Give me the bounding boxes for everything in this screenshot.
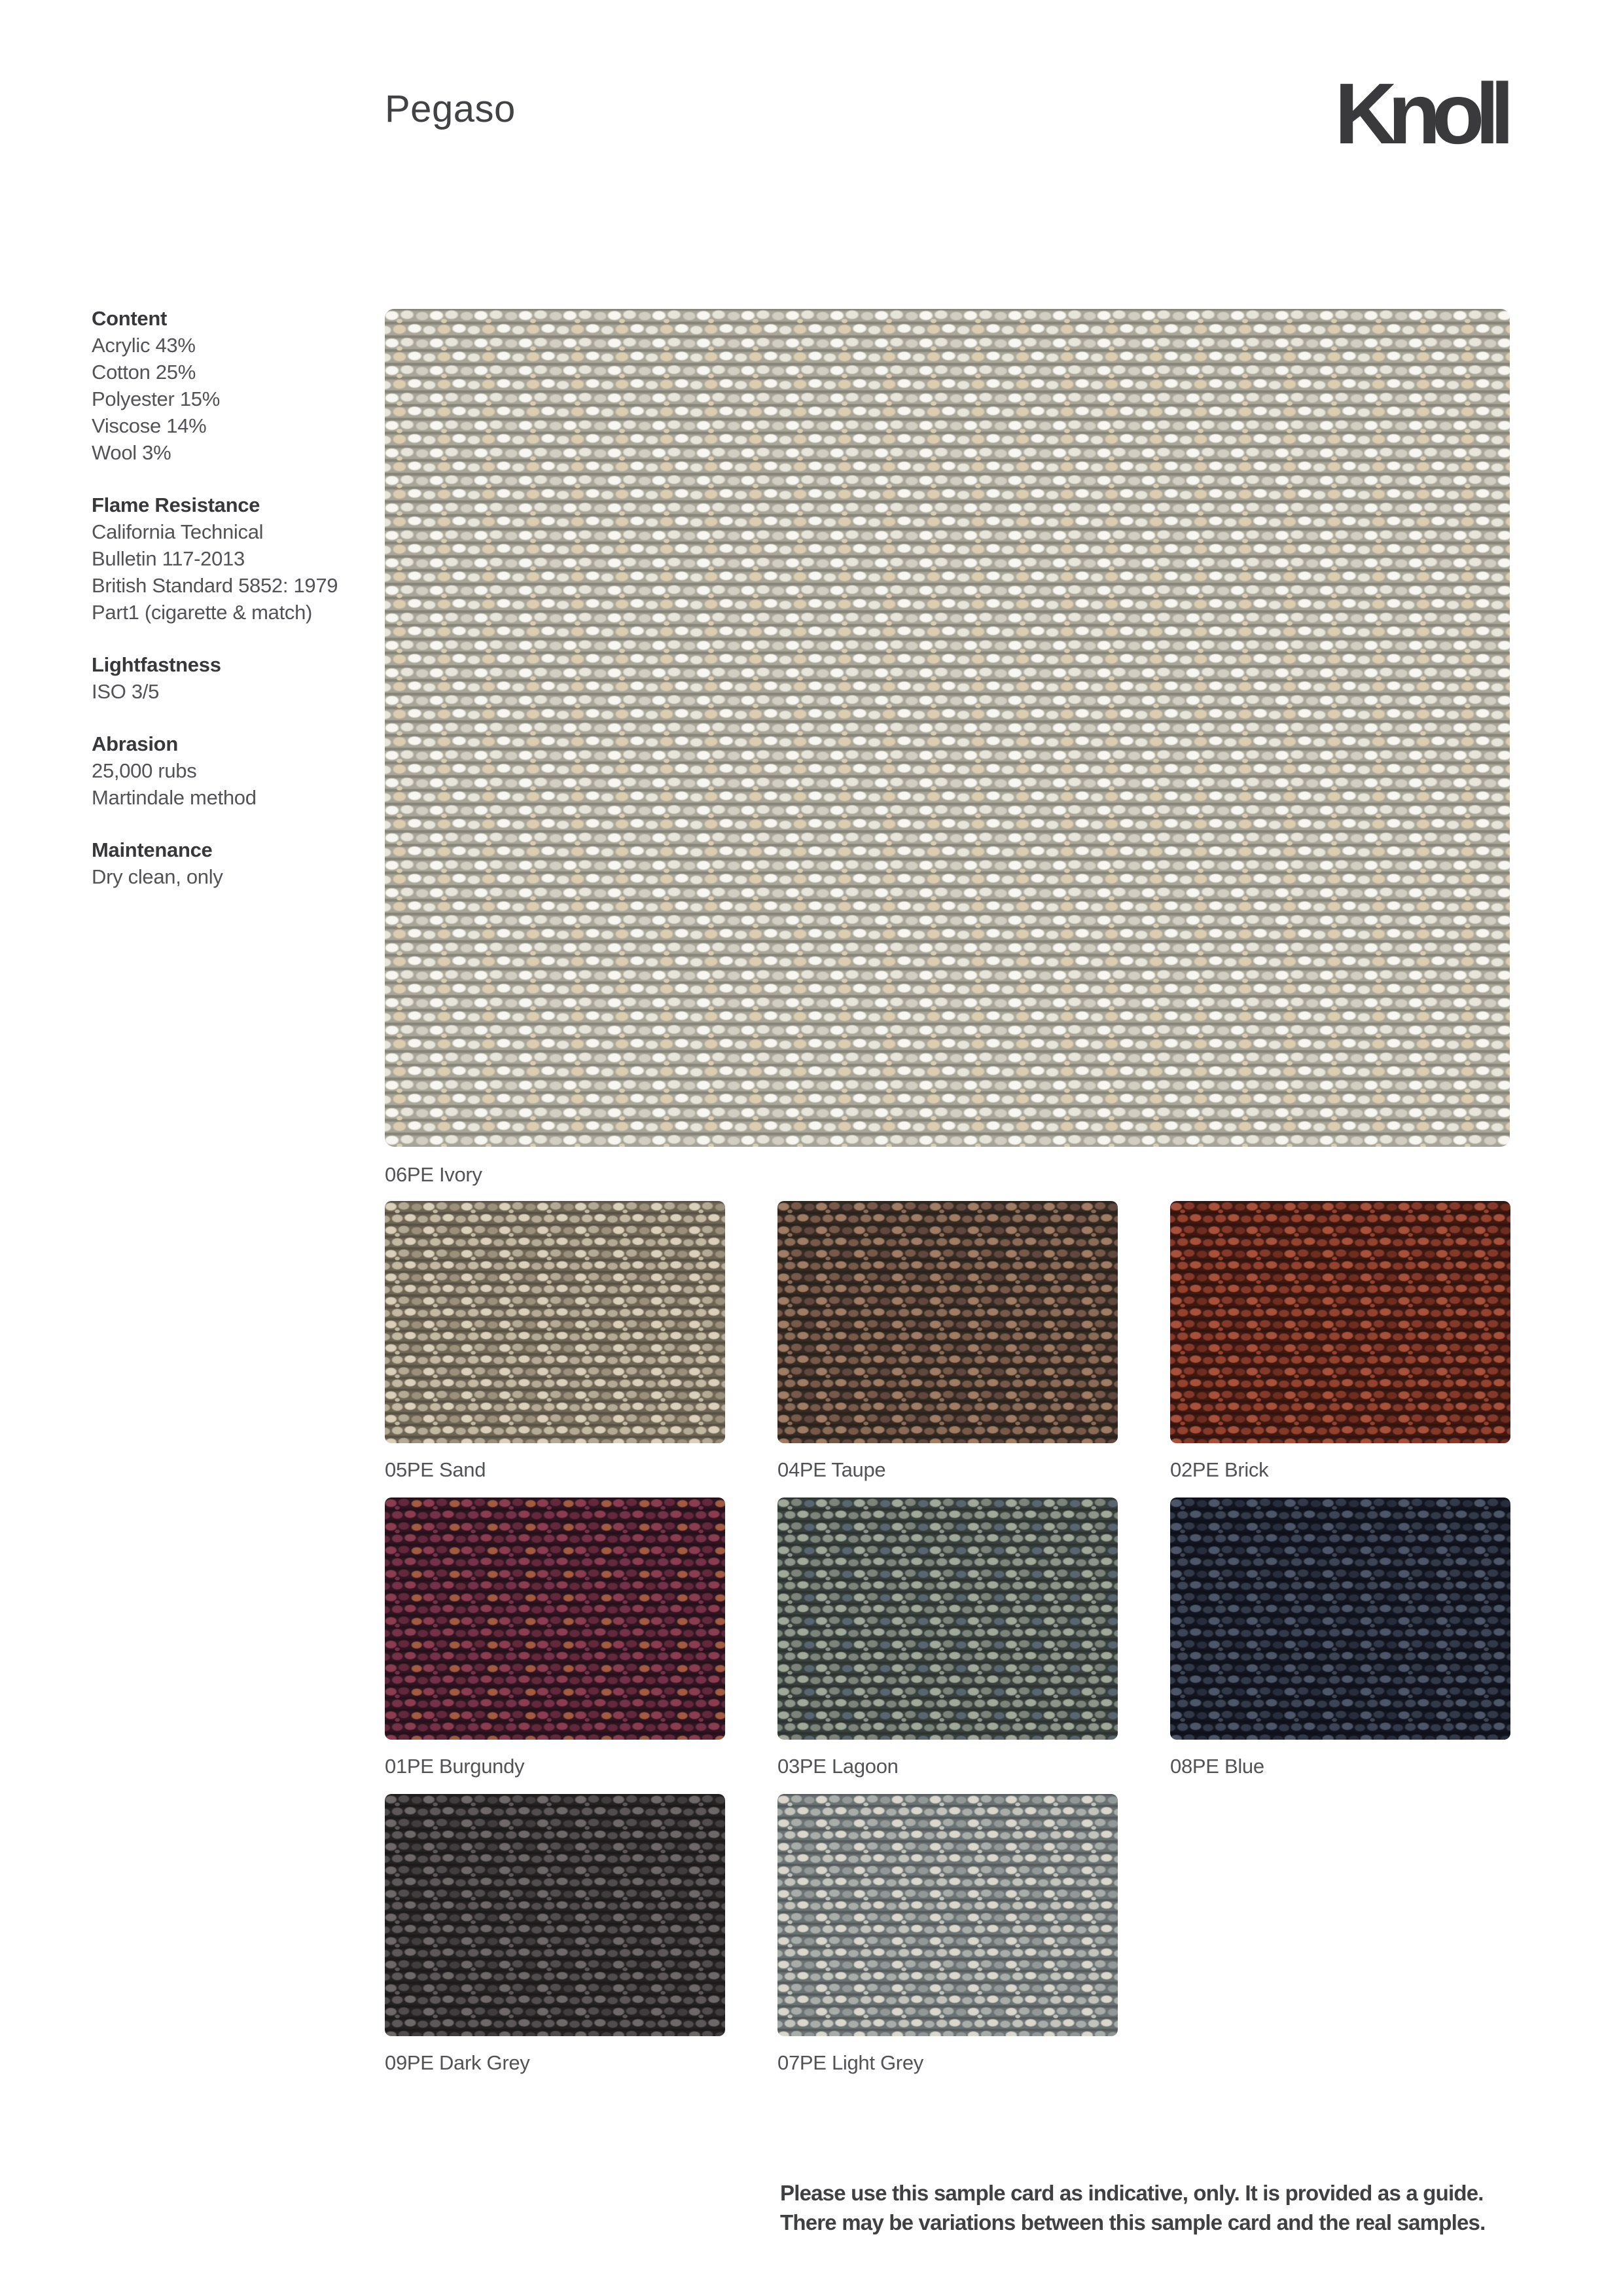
footer-disclaimer bbox=[780, 2178, 1485, 2237]
swatch-label: 07PE Light Grey bbox=[777, 2051, 923, 2074]
spec-heading: Maintenance bbox=[92, 838, 213, 861]
spec-heading: Flame Resistance bbox=[92, 493, 260, 516]
spec-line: Wool 3% bbox=[92, 441, 171, 464]
spec-heading: Abrasion bbox=[92, 732, 178, 755]
spec-line: Polyester 15% bbox=[92, 387, 220, 410]
spec-line: Dry clean, only bbox=[92, 865, 223, 888]
swatch-label: 04PE Taupe bbox=[777, 1458, 886, 1481]
fabric-swatch-06pe-ivory bbox=[385, 309, 1510, 1147]
spec-section bbox=[92, 492, 380, 626]
spec-heading: Lightfastness bbox=[92, 653, 221, 676]
fabric-swatch-05pe-sand bbox=[385, 1201, 725, 1443]
swatch-label: 05PE Sand bbox=[385, 1458, 486, 1481]
spec-line: Cotton 25% bbox=[92, 361, 196, 384]
spec-line: Part1 (cigarette & match) bbox=[92, 601, 313, 624]
footer-line-2: There may be variations between this sample card and the real samples. bbox=[780, 2210, 1486, 2234]
swatch-label: 09PE Dark Grey bbox=[385, 2051, 530, 2074]
spec-line: Acrylic 43% bbox=[92, 334, 196, 357]
swatch-cell bbox=[777, 1498, 1118, 1780]
fabric-swatch-02pe-brick bbox=[1170, 1201, 1510, 1443]
spec-section bbox=[92, 305, 380, 466]
swatch-cell bbox=[1170, 1498, 1510, 1780]
page-title: Pegaso bbox=[385, 88, 516, 130]
fabric-swatch-08pe-blue bbox=[1170, 1498, 1510, 1740]
spec-line: Viscose 14% bbox=[92, 414, 207, 437]
fabric-swatch-01pe-burgundy bbox=[385, 1498, 725, 1740]
swatch-grid bbox=[385, 1201, 1510, 2076]
swatch-label: 02PE Brick bbox=[1170, 1458, 1269, 1481]
spec-section bbox=[92, 651, 380, 705]
spec-line: ISO 3/5 bbox=[92, 680, 160, 703]
spec-line: California Technical bbox=[92, 520, 264, 543]
swatch-cell bbox=[777, 1201, 1118, 1483]
swatch-cell bbox=[777, 1794, 1118, 2076]
swatch-label: 08PE Blue bbox=[1170, 1755, 1264, 1778]
swatch-cell bbox=[385, 1498, 725, 1780]
spec-section bbox=[92, 836, 380, 890]
swatch-cell bbox=[385, 1201, 725, 1483]
swatch-label: 01PE Burgundy bbox=[385, 1755, 525, 1778]
knoll-logo: Knoll bbox=[1334, 65, 1505, 162]
fabric-swatch-03pe-lagoon bbox=[777, 1498, 1118, 1740]
fabric-swatch-04pe-taupe bbox=[777, 1201, 1118, 1443]
swatch-cell bbox=[1170, 1201, 1510, 1483]
spec-line: British Standard 5852: 1979 bbox=[92, 574, 338, 597]
hero-swatch-label: 06PE Ivory bbox=[385, 1163, 482, 1186]
spec-line: Martindale method bbox=[92, 786, 257, 809]
swatch-cell bbox=[385, 1794, 725, 2076]
swatch-label: 03PE Lagoon bbox=[777, 1755, 899, 1778]
fabric-swatch-09pe-dark-grey bbox=[385, 1794, 725, 2036]
spec-line: 25,000 rubs bbox=[92, 759, 197, 782]
specs-sidebar bbox=[92, 305, 380, 916]
spec-section bbox=[92, 730, 380, 811]
spec-heading: Content bbox=[92, 307, 167, 330]
fabric-swatch-07pe-light-grey bbox=[777, 1794, 1118, 2036]
spec-line: Bulletin 117-2013 bbox=[92, 547, 245, 570]
footer-line-1: Please use this sample card as indicative, only. It is provided as a guide. bbox=[780, 2181, 1484, 2205]
